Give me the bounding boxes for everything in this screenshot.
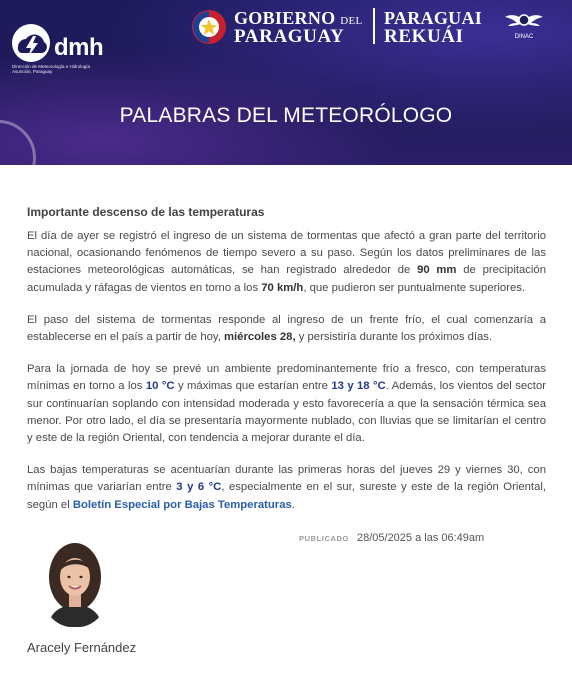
published-date [299,532,484,544]
gov-title-line2: PARAGUAY [234,26,345,47]
paragraph-1: El día de ayer se registró el ingreso de un sistema de tormentas que afectó a gran parte del territorio nacional, ocasionando fenómenos de tiempo severo a su paso. Según los datos preliminares de las estaciones meteorológicas automáticas, se han registrado alrededor de 90 mm de precipitación acumulada y ráfagas de vientos en torno a los 70 km/h, que pudieron ser puntualmente superiores. [27,230,546,294]
author-avatar [40,537,110,627]
dmh-lightning-cloud-icon [12,24,50,62]
dinac-wings-icon [504,8,544,34]
government-logo[interactable] [190,6,490,46]
dmh-logo[interactable] [12,24,122,72]
header-banner [0,0,572,165]
paragraph-4: Las bajas temperaturas se acentuarían durante las primeras horas del jueves 29 y viernes 30, con mínimas que variarían entre 3 y 6 °C, especialmente en el sur, sureste y este de la región Oriental, según el Boletín Especial por Bajas Temperaturas. [27,464,546,511]
article-body [27,205,546,529]
gov-guarani-line1: PARAGUAI [384,8,483,28]
dmh-logo-text: dmh [54,34,104,61]
gov-title-line1: GOBIERNO DEL [234,8,363,28]
paragraph-3: Para la jornada de hoy se prevé un ambiente predominantemente frío a fresco, con temperaturas mínimas en torno a los 10 °C y máximas que estarían entre 13 y 18 °C. Además, los vientos del sector sur continuarían soplando con intensidad moderada y esto favorecería a que la sensación térmica sea menor. Por otro lado, el día se presentaría mayormente nublado, con lluvias que se limitarían el centro y este de la región Oriental, con tendencia a mejorar durante el día. [27,363,546,445]
paraguay-star-emblem-icon [190,8,228,46]
author-name: Aracely Fernández [27,640,137,655]
dinac-label: DINAC [514,34,534,40]
published-value: 28/05/2025 a las 06:49am [356,532,485,544]
dmh-logo-subtitle: Dirección de Meteorología e Hidrología Asunción, Paraguay [12,64,91,74]
page-title: PALABRAS DEL METEORÓLOGO [119,104,453,127]
published-label: PUBLICADO [299,534,349,543]
gov-guarani-line2: REKUÁI [384,26,464,47]
divider [373,8,375,44]
dinac-logo[interactable] [504,8,544,44]
bulletin-link[interactable]: Boletín Especial por Bajas Temperaturas [72,498,292,511]
paragraph-2: El paso del sistema de tormentas responde al ingreso de un frente frío, el cual comenzaría a establecerse en el país a partir de hoy, miércoles 28, y persistiría durante los próximos días. [27,313,546,344]
article-heading: Importante descenso de las temperaturas [27,205,265,219]
